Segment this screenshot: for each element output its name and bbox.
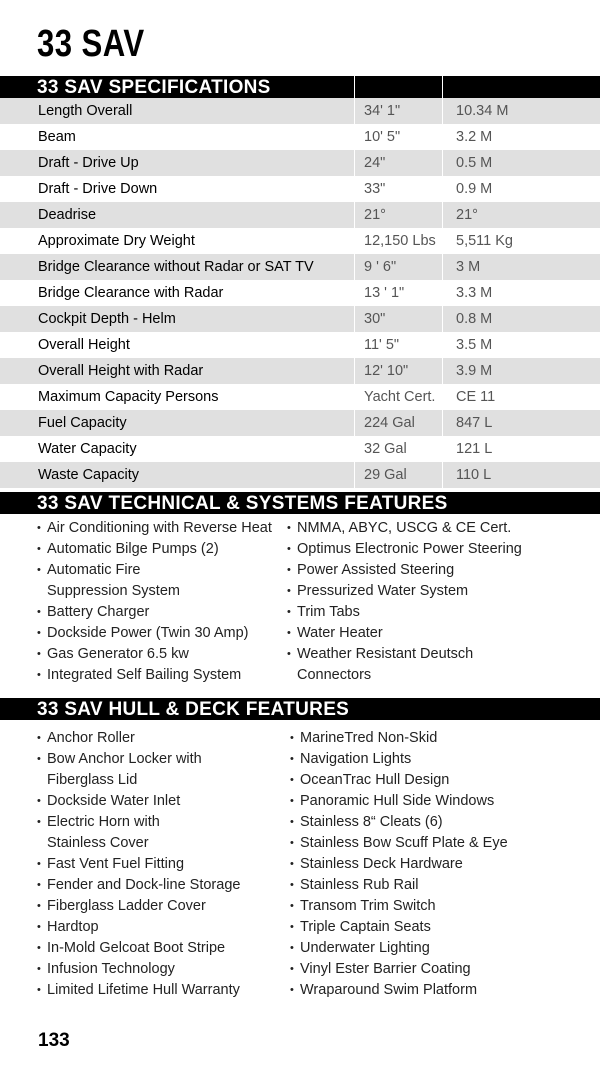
feature-item: Connectors xyxy=(297,667,372,683)
spec-row xyxy=(0,124,600,150)
spec-row xyxy=(0,150,600,176)
feature-item: • Fiberglass Ladder Cover xyxy=(37,896,240,917)
spec-label: Draft - Drive Up xyxy=(38,155,139,171)
feature-item: • MarineTred Non-Skid xyxy=(290,728,508,749)
specifications-table xyxy=(0,98,600,488)
feature-item: Stainless Cover xyxy=(47,835,149,851)
hull-deck-features-column-2 xyxy=(290,728,508,1001)
feature-item: • Trim Tabs xyxy=(287,602,522,623)
feature-item: • Triple Captain Seats xyxy=(290,917,508,938)
feature-item: • Battery Charger xyxy=(37,602,272,623)
spec-imperial-value: 34' 1" xyxy=(364,103,401,119)
spec-imperial-value: 24" xyxy=(364,155,386,171)
technical-features-header-label: 33 SAV TECHNICAL & SYSTEMS FEATURES xyxy=(37,493,448,514)
spec-label: Draft - Drive Down xyxy=(38,181,158,197)
feature-item: • Transom Trim Switch xyxy=(290,896,508,917)
feature-item: • Infusion Technology xyxy=(37,959,240,980)
spec-metric-value: 0.8 M xyxy=(456,311,493,327)
feature-item: • Navigation Lights xyxy=(290,749,508,770)
spec-label: Approximate Dry Weight xyxy=(38,233,195,249)
feature-item: • Automatic Bilge Pumps (2) xyxy=(37,539,272,560)
feature-item: • Dockside Power (Twin 30 Amp) xyxy=(37,623,272,644)
spec-imperial-value: 224 Gal xyxy=(364,415,415,431)
hull-deck-features-header xyxy=(0,698,600,720)
feature-item: • Bow Anchor Locker with xyxy=(37,749,240,770)
spec-metric-value: 0.5 M xyxy=(456,155,493,171)
spec-row xyxy=(0,410,600,436)
spec-row xyxy=(0,436,600,462)
feature-item: • OceanTrac Hull Design xyxy=(290,770,508,791)
feature-item: • Hardtop xyxy=(37,917,240,938)
feature-item: • Automatic Fire xyxy=(37,560,272,581)
spec-label: Deadrise xyxy=(38,207,97,223)
spec-imperial-value: 33" xyxy=(364,181,386,197)
spec-imperial-value: 13 ' 1" xyxy=(364,285,405,301)
feature-item: • Anchor Roller xyxy=(37,728,240,749)
feature-item: • Underwater Lighting xyxy=(290,938,508,959)
spec-imperial-value: 12' 10" xyxy=(364,363,409,379)
feature-item: • Wraparound Swim Platform xyxy=(290,980,508,1001)
feature-item: • In-Mold Gelcoat Boot Stripe xyxy=(37,938,240,959)
feature-item: • Stainless Rub Rail xyxy=(290,875,508,896)
spec-metric-value: 0.9 M xyxy=(456,181,493,197)
specifications-header-label: 33 SAV SPECIFICATIONS xyxy=(37,77,271,98)
spec-imperial-value: Yacht Cert. xyxy=(364,389,436,405)
page-number: 133 xyxy=(38,1030,70,1051)
page-title: 33 SAV xyxy=(37,23,145,65)
feature-item: • Stainless Deck Hardware xyxy=(290,854,508,875)
technical-features-column-1 xyxy=(37,518,272,686)
spec-imperial-value: 29 Gal xyxy=(364,467,407,483)
spec-row xyxy=(0,202,600,228)
spec-label: Length Overall xyxy=(38,103,133,119)
feature-item: • Stainless Bow Scuff Plate & Eye xyxy=(290,833,508,854)
spec-label: Overall Height xyxy=(38,337,130,353)
column-divider xyxy=(354,76,355,488)
spec-imperial-value: 9 ' 6" xyxy=(364,259,397,275)
feature-item: • Air Conditioning with Reverse Heat xyxy=(37,518,272,539)
feature-item: • Vinyl Ester Barrier Coating xyxy=(290,959,508,980)
spec-row xyxy=(0,462,600,488)
specifications-header xyxy=(0,76,600,98)
spec-row xyxy=(0,254,600,280)
spec-label: Cockpit Depth - Helm xyxy=(38,311,176,327)
spec-row xyxy=(0,358,600,384)
feature-item: • Integrated Self Bailing System xyxy=(37,665,272,686)
feature-item: • Weather Resistant Deutsch xyxy=(287,644,522,665)
spec-label: Fuel Capacity xyxy=(38,415,127,431)
feature-item: • Power Assisted Steering xyxy=(287,560,522,581)
feature-item: • Panoramic Hull Side Windows xyxy=(290,791,508,812)
spec-label: Beam xyxy=(38,129,76,145)
spec-metric-value: 110 L xyxy=(456,467,492,483)
spec-row xyxy=(0,384,600,410)
technical-features-column-2 xyxy=(287,518,522,686)
spec-row xyxy=(0,176,600,202)
spec-label: Waste Capacity xyxy=(38,467,139,483)
spec-metric-value: 847 L xyxy=(456,415,493,431)
spec-metric-value: 3.3 M xyxy=(456,285,493,301)
spec-imperial-value: 11' 5" xyxy=(364,337,400,353)
spec-imperial-value: 10' 5" xyxy=(364,129,401,145)
spec-label: Maximum Capacity Persons xyxy=(38,389,219,405)
feature-item: • Optimus Electronic Power Steering xyxy=(287,539,522,560)
spec-metric-value: 10.34 M xyxy=(456,103,509,119)
spec-label: Bridge Clearance with Radar xyxy=(38,285,224,301)
spec-imperial-value: 21° xyxy=(364,207,386,223)
spec-row xyxy=(0,228,600,254)
feature-item: • Limited Lifetime Hull Warranty xyxy=(37,980,240,1001)
spec-row xyxy=(0,280,600,306)
feature-item: • Water Heater xyxy=(287,623,522,644)
feature-item: Suppression System xyxy=(47,583,180,599)
column-divider xyxy=(442,76,443,488)
spec-metric-value: CE 11 xyxy=(456,389,496,405)
spec-metric-value: 5,511 Kg xyxy=(456,233,513,249)
spec-metric-value: 121 L xyxy=(456,441,493,457)
hull-deck-features-header-label: 33 SAV HULL & DECK FEATURES xyxy=(37,699,350,720)
spec-row xyxy=(0,306,600,332)
spec-metric-value: 3 M xyxy=(456,259,481,275)
spec-metric-value: 3.9 M xyxy=(456,363,493,379)
hull-deck-features-column-1 xyxy=(37,728,240,1001)
spec-label: Bridge Clearance without Radar or SAT TV xyxy=(38,259,314,275)
feature-item: • Stainless 8“ Cleats (6) xyxy=(290,812,508,833)
spec-label: Water Capacity xyxy=(38,441,137,457)
feature-item: • Fender and Dock-line Storage xyxy=(37,875,240,896)
spec-label: Overall Height with Radar xyxy=(38,363,204,379)
spec-imperial-value: 30" xyxy=(364,311,386,327)
technical-features-header xyxy=(0,492,600,514)
feature-item: • Pressurized Water System xyxy=(287,581,522,602)
spec-metric-value: 3.5 M xyxy=(456,337,493,353)
feature-item: • Fast Vent Fuel Fitting xyxy=(37,854,240,875)
spec-metric-value: 3.2 M xyxy=(456,129,493,145)
feature-item: • Electric Horn with xyxy=(37,812,240,833)
spec-row xyxy=(0,98,600,124)
feature-item: Fiberglass Lid xyxy=(47,772,138,788)
spec-metric-value: 21° xyxy=(456,207,478,223)
feature-item: • Dockside Water Inlet xyxy=(37,791,240,812)
feature-item: • Gas Generator 6.5 kw xyxy=(37,644,272,665)
spec-imperial-value: 32 Gal xyxy=(364,441,407,457)
spec-row xyxy=(0,332,600,358)
feature-item: • NMMA, ABYC, USCG & CE Cert. xyxy=(287,518,522,539)
spec-imperial-value: 12,150 Lbs xyxy=(364,233,436,249)
